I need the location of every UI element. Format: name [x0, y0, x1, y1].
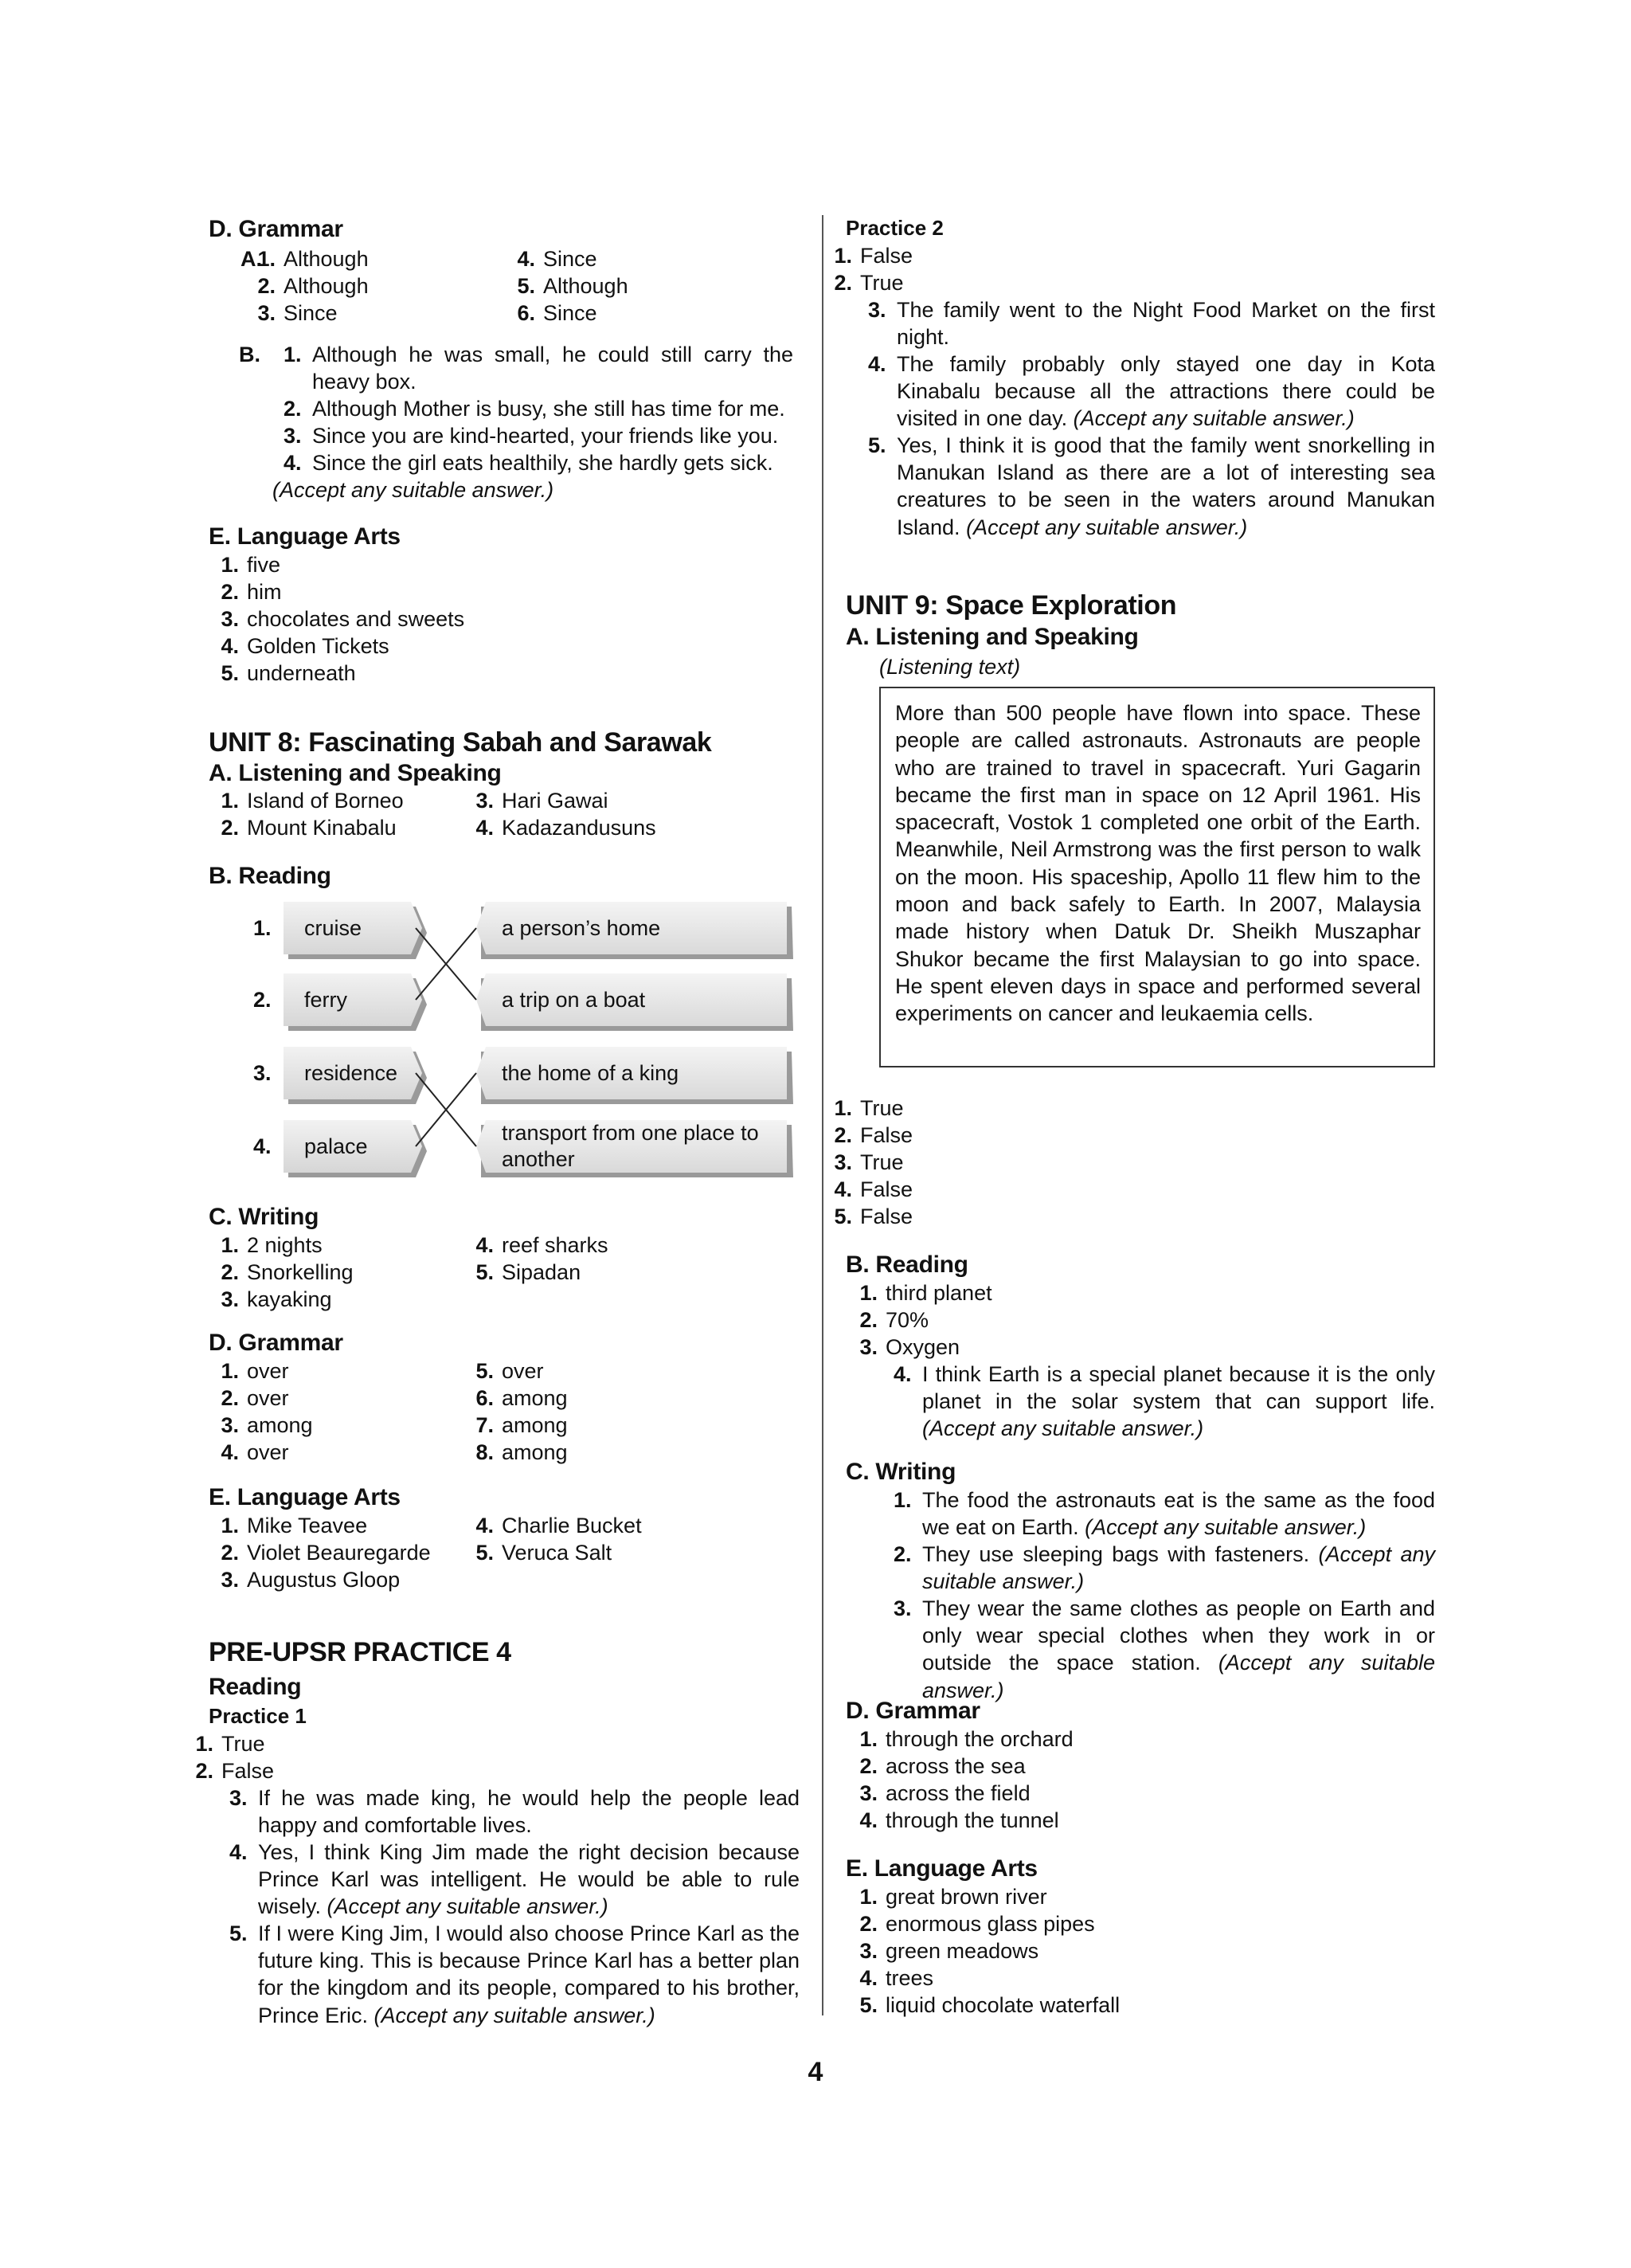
list-item: 1. Island of Borneo: [221, 789, 404, 813]
list-item: 1. over: [221, 1359, 289, 1383]
list-item: 1. great brown river: [859, 1885, 1047, 1909]
listening-text-label: (Listening text): [879, 655, 1021, 679]
match-meaning-box: a person’s home: [476, 902, 787, 954]
unit-8-title: UNIT 8: Fascinating Sabah and Sarawak: [209, 727, 712, 758]
list-item: 2. over: [221, 1386, 289, 1410]
list-item: 5. If I were King Jim, I would also choose Prince Karl as the future king. This is because Prince Karl has a better plan for the kingdom and its people, compared to his brother, Prince Eric. (Accept any suitable answer.): [229, 1921, 800, 2027]
list-item: 4. reef sharks: [475, 1233, 608, 1257]
list-item: 4. False: [834, 1177, 913, 1201]
pre-upsr-title: PRE-UPSR PRACTICE 4: [209, 1637, 511, 1667]
section-heading-language-arts: E. Language Arts: [209, 1484, 401, 1510]
match-number: 1.: [253, 916, 272, 940]
practice-2-heading: Practice 2: [846, 216, 944, 240]
sub-label-b: B.: [239, 343, 260, 366]
match-word-box: cruise: [284, 902, 422, 954]
list-item: 4. Yes, I think King Jim made the right decision because Prince Karl was intelligent. He would be able to rule wisely. (Accept any suitable answer.): [229, 1840, 800, 1919]
section-heading-language-arts: E. Language Arts: [846, 1855, 1038, 1882]
list-item: 1. five: [221, 553, 281, 577]
list-item: 5. Although: [517, 274, 628, 298]
list-item: 5. over: [475, 1359, 544, 1383]
list-item: 1. through the orchard: [859, 1727, 1074, 1751]
list-item: 3. among: [221, 1413, 313, 1437]
list-item: 4. Since: [517, 247, 597, 271]
list-item: 4. trees: [859, 1966, 934, 1990]
list-item: 7. among: [475, 1413, 568, 1437]
section-heading-grammar: D. Grammar: [846, 1698, 980, 1724]
reading-heading: Reading: [209, 1674, 302, 1700]
list-item: 1. The food the astronauts eat is the same as the food we eat on Earth. (Accept any suitable answer.): [894, 1488, 1435, 1540]
sub-label-a: A.: [241, 247, 262, 271]
section-heading-grammar: D. Grammar: [209, 1330, 343, 1356]
list-item: 3. across the field: [859, 1781, 1031, 1805]
list-item: 3. True: [834, 1150, 904, 1174]
section-heading-listening-speaking: A. Listening and Speaking: [209, 760, 502, 786]
list-item: 4. Kadazandusuns: [475, 816, 656, 840]
match-meaning-box: transport from one place to another: [476, 1120, 787, 1173]
list-item: 1. True: [195, 1732, 265, 1756]
list-item: 1. Although he was small, he could still carry the heavy box.: [284, 343, 793, 394]
list-item: 3. The family went to the Night Food Market on the first night.: [868, 298, 1435, 350]
list-item: 8. among: [475, 1440, 568, 1464]
section-heading-reading: B. Reading: [209, 863, 331, 889]
list-item: 2. him: [221, 580, 282, 604]
match-word-box: ferry: [284, 973, 422, 1026]
list-item: 2. Snorkelling: [221, 1260, 354, 1284]
list-item: 6. Since: [517, 301, 597, 325]
list-item: 5. underneath: [221, 661, 356, 685]
unit-9-title: UNIT 9: Space Exploration: [846, 590, 1177, 621]
section-heading-writing: C. Writing: [846, 1459, 956, 1485]
match-number: 4.: [253, 1134, 272, 1158]
accept-note: (Accept any suitable answer.): [272, 478, 554, 502]
section-heading-listening-speaking: A. Listening and Speaking: [846, 624, 1139, 650]
match-meaning-box: a trip on a boat: [476, 973, 787, 1026]
list-item: 3. Oxygen: [859, 1335, 960, 1359]
list-item: 5. Sipadan: [475, 1260, 581, 1284]
list-item: 5. Yes, I think it is good that the family went snorkelling in Manukan Island as there are a lot of interesting sea creatures to be seen in the waters around Manukan Island. (Accept any suitable answer.): [868, 433, 1435, 539]
list-item: 5. liquid chocolate waterfall: [859, 1993, 1121, 2017]
list-item: 3. chocolates and sweets: [221, 607, 465, 631]
list-item: 2. Although: [257, 274, 369, 298]
list-item: 3. Since you are kind-hearted, your friends like you.: [284, 424, 779, 448]
list-item: 3. Hari Gawai: [475, 789, 608, 813]
list-item: 2. True: [834, 271, 904, 295]
section-heading-d-grammar: D. Grammar: [209, 216, 343, 242]
list-item: 3. green meadows: [859, 1939, 1039, 1963]
list-item: 1. third planet: [859, 1281, 992, 1305]
match-number: 2.: [253, 988, 272, 1012]
list-item: 4. The family probably only stayed one day in Kota Kinabalu because all the attractions there could be visited in one day. (Accept any suitable answer.): [868, 352, 1435, 431]
list-item: 1. False: [834, 244, 913, 268]
list-item: 3. They wear the same clothes as people on Earth and only wear special clothes when they work in or outside the space station. (Accept any suitable answer.): [894, 1596, 1435, 1702]
list-item: 3. If he was made king, he would help the people lead happy and comfortable lives.: [229, 1786, 800, 1838]
list-item: 4. Since the girl eats healthily, she hardly gets sick.: [284, 451, 773, 475]
section-heading-e-language-arts: E. Language Arts: [209, 523, 401, 550]
listening-text: More than 500 people have flown into space. These people are called astronauts. Astronauts are people who are trained to travel in spacecraft. Yuri Gagarin became the first man in space on 12 April 1961. His spacecraft, Vostok 1 completed one orbit of the Earth. Meanwhile, Neil Armstrong was the first person to walk on the moon. His spaceship, Apollo 11 flew him to the moon and back safely to Earth. In 2007, Malaysia made history when Datuk Dr. Sheikh Muszaphar Shukor became the first Malaysian to go into space. He spent eleven days in space and performed several experiments on cancer and leukaemia cells.: [895, 701, 1421, 1026]
list-item: 2. False: [834, 1123, 913, 1147]
list-item: 2. They use sleeping bags with fasteners. (Accept any suitable answer.): [894, 1542, 1435, 1594]
list-item: 5. False: [834, 1205, 913, 1228]
list-item: 3. Augustus Gloop: [221, 1568, 401, 1592]
practice-1-heading: Practice 1: [209, 1704, 307, 1728]
list-item: 2. False: [195, 1759, 275, 1783]
list-item: 6. among: [475, 1386, 568, 1410]
list-item: 3. Since: [257, 301, 338, 325]
page-number: 4: [808, 2057, 823, 2087]
list-item: 4. over: [221, 1440, 289, 1464]
match-word-box: palace: [284, 1120, 422, 1173]
list-item: 1. Although: [257, 247, 369, 271]
match-meaning-box: the home of a king: [476, 1047, 787, 1099]
list-item: 4. Golden Tickets: [221, 634, 389, 658]
list-item: 2. 70%: [859, 1308, 929, 1332]
list-item: 2. across the sea: [859, 1754, 1026, 1778]
list-item: 2. Mount Kinabalu: [221, 816, 397, 840]
list-item: 4. I think Earth is a special planet because it is the only planet in the solar system that can support life. (Accept any suitable answer.): [894, 1362, 1435, 1441]
list-item: 2. enormous glass pipes: [859, 1912, 1095, 1936]
list-item: 4. through the tunnel: [859, 1808, 1059, 1832]
section-heading-reading: B. Reading: [846, 1252, 968, 1278]
list-item: 1. Mike Teavee: [221, 1514, 368, 1537]
list-item: 3. kayaking: [221, 1287, 332, 1311]
section-heading-writing: C. Writing: [209, 1204, 319, 1230]
list-item: 4. Charlie Bucket: [475, 1514, 642, 1537]
list-item: 1. 2 nights: [221, 1233, 323, 1257]
list-item: 1. True: [834, 1096, 904, 1120]
list-item: 5. Veruca Salt: [475, 1541, 612, 1565]
match-number: 3.: [253, 1061, 272, 1085]
list-item: 2. Although Mother is busy, she still has time for me.: [284, 397, 785, 421]
match-word-box: residence: [284, 1047, 422, 1099]
list-item: 2. Violet Beauregarde: [221, 1541, 431, 1565]
